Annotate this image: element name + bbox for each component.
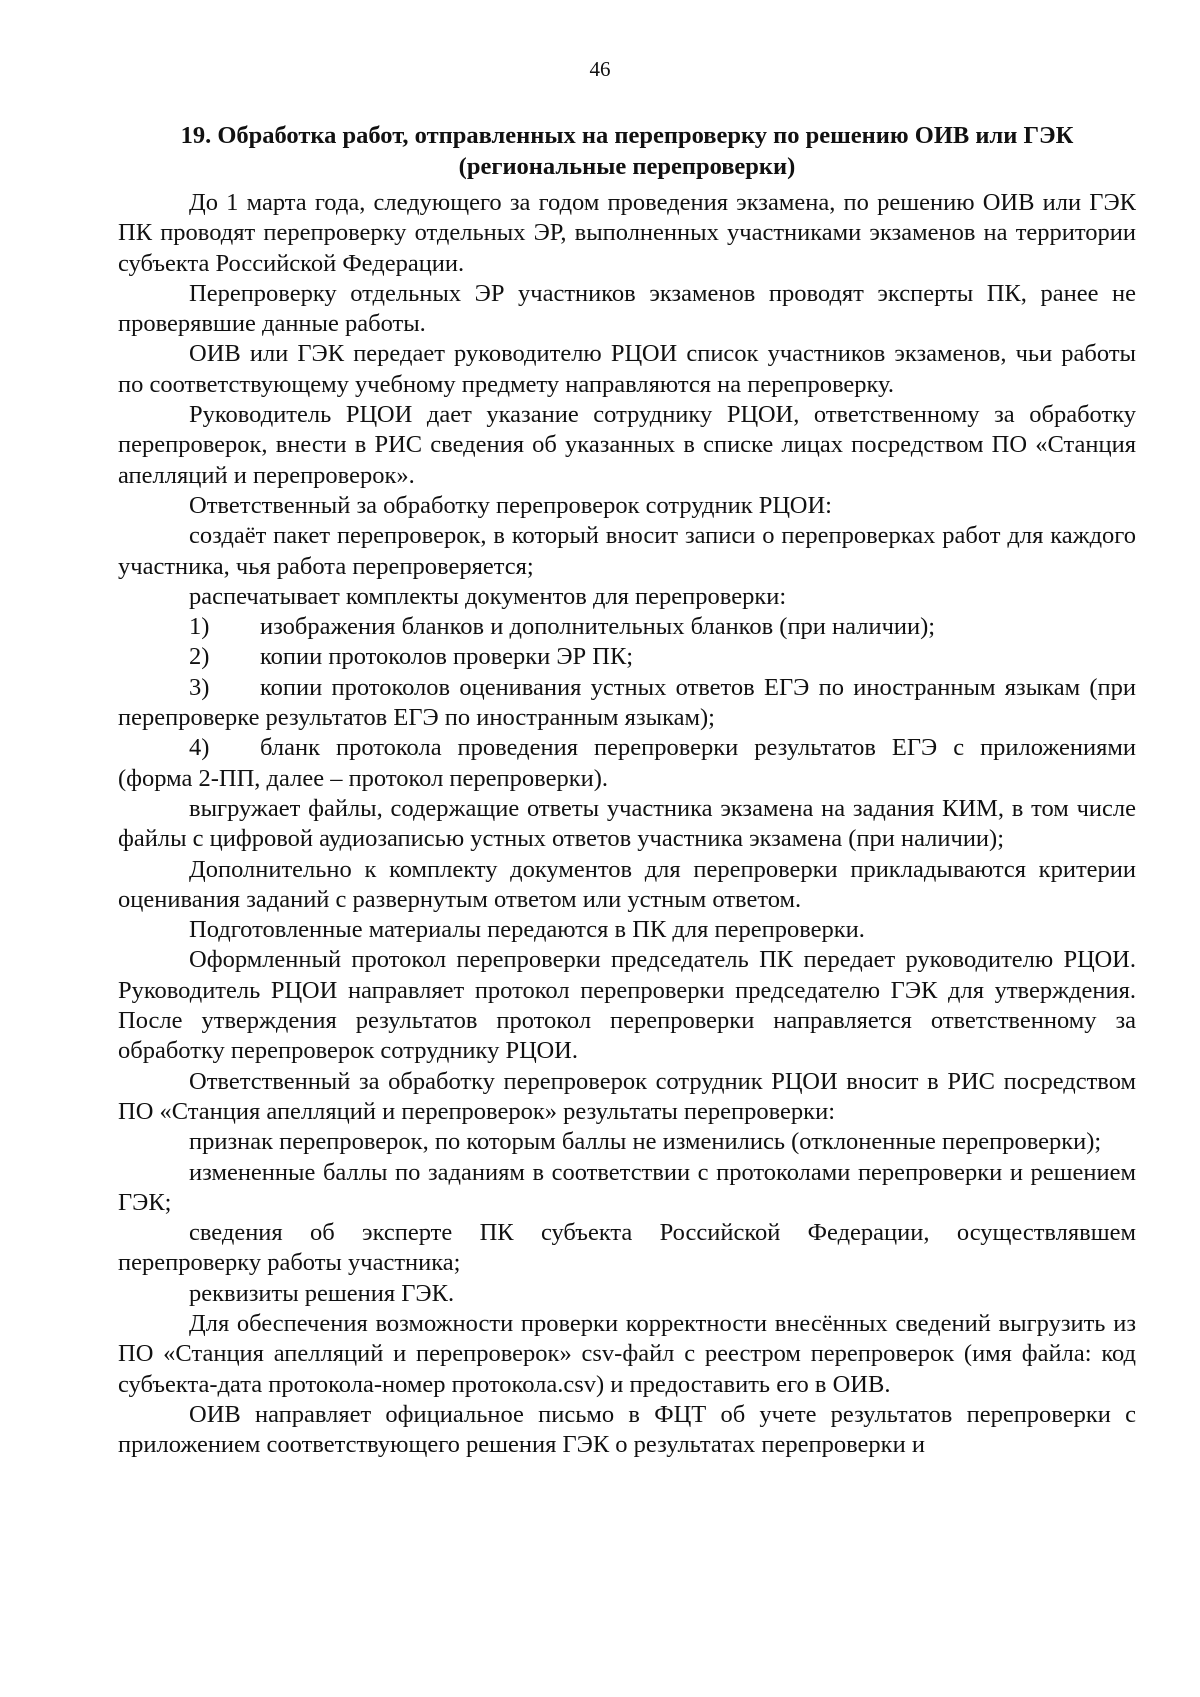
paragraph: ОИВ направляет официальное письмо в ФЦТ об учете результатов перепроверки с приложением соответствующего решения ГЭК о результатах перепроверки и [118, 1400, 1136, 1459]
paragraph: Подготовленные материалы передаются в ПК для перепроверки. [189, 916, 865, 944]
item-text: бланк протокола проведения перепроверки результатов ЕГЭ с приложениями (форма 2-ПП, далее – протокол перепроверки). [118, 734, 1136, 792]
document-body [118, 188, 1136, 1460]
paragraph: Оформленный протокол перепроверки председатель ПК передает руководителю РЦОИ. Руководитель РЦОИ направляет протокол перепроверки председателю ГЭК для утверждения. После утверждения результатов протокол перепроверки направляется ответственному за обработку перепроверок сотруднику РЦОИ. [118, 946, 1136, 1065]
paragraph: выгружает файлы, содержащие ответы участника экзамена на задания КИМ, в том числе файлы с цифровой аудиозаписью устных ответов участника экзамена (при наличии); [118, 794, 1136, 853]
item-text: копии протоколов проверки ЭР ПК; [260, 643, 634, 671]
paragraph: До 1 марта года, следующего за годом проведения экзамена, по решению ОИВ или ГЭК ПК проводят перепроверку отдельных ЭР, выполненных участниками экзаменов на территории субъекта Российской Федерации. [118, 189, 1136, 277]
numbered-item [118, 612, 1136, 642]
section-heading [118, 120, 1136, 182]
paragraph: Ответственный за обработку перепроверок сотрудник РЦОИ вносит в РИС посредством ПО «Станция апелляций и перепроверок» результаты перепроверки: [118, 1067, 1136, 1125]
paragraph: признак перепроверок, по которым баллы не изменились (отклоненные перепроверки); [189, 1128, 1102, 1156]
item-text: изображения бланков и дополнительных бланков (при наличии); [260, 613, 936, 641]
section-heading-line-1: 19. Обработка работ, отправленных на перепроверку по решению ОИВ или ГЭК [180, 122, 1074, 149]
numbered-item [118, 642, 1136, 672]
paragraph: Перепроверку отдельных ЭР участников экзаменов проводят эксперты ПК, ранее не проверявшие данные работы. [118, 279, 1136, 338]
paragraph: ОИВ или ГЭК передает руководителю РЦОИ список участников экзаменов, чьи работы по соответствующему учебному предмету направляются на перепроверку. [118, 340, 1136, 398]
paragraph: распечатывает комплекты документов для перепроверки: [189, 582, 787, 610]
paragraph: Руководитель РЦОИ дает указание сотруднику РЦОИ, ответственному за обработку перепроверок, внести в РИС сведения об указанных в списке лицах посредством ПО «Станция апелляций и перепроверок». [118, 401, 1136, 489]
item-number: 4) [189, 734, 210, 762]
paragraph: Для обеспечения возможности проверки корректности внесённых сведений выгрузить из ПО «Станция апелляций и перепроверок» csv-файл с реестром перепроверок (имя файла: код субъекта-дата протокола-номер протокола.csv) и предоставить его в ОИВ. [118, 1309, 1136, 1398]
item-number: 3) [189, 673, 210, 701]
paragraph: создаёт пакет перепроверок, в который вносит записи о перепроверках работ для каждого участника, чья работа перепроверяется; [118, 522, 1136, 580]
paragraph: Ответственный за обработку перепроверок сотрудник РЦОИ: [189, 491, 832, 519]
section-heading-line-2: (региональные перепроверки) [458, 153, 796, 180]
item-number: 1) [189, 613, 210, 641]
item-text: копии протоколов оценивания устных ответов ЕГЭ по иностранным языкам (при перепроверке результатов ЕГЭ по иностранным языкам); [118, 673, 1136, 732]
numbered-item [118, 673, 1136, 734]
paragraph: реквизиты решения ГЭК. [189, 1279, 455, 1307]
paragraph: сведения об эксперте ПК субъекта Российской Федерации, осуществлявшем перепроверку работы участника; [118, 1219, 1136, 1277]
item-number: 2) [189, 643, 210, 671]
paragraph: измененные баллы по заданиям в соответствии с протоколами перепроверки и решением ГЭК; [118, 1158, 1136, 1216]
paragraph: Дополнительно к комплекту документов для перепроверки прикладываются критерии оценивания заданий с развернутым ответом или устным ответом. [118, 855, 1136, 913]
numbered-item [118, 733, 1136, 794]
page-number: 46 [589, 57, 611, 81]
